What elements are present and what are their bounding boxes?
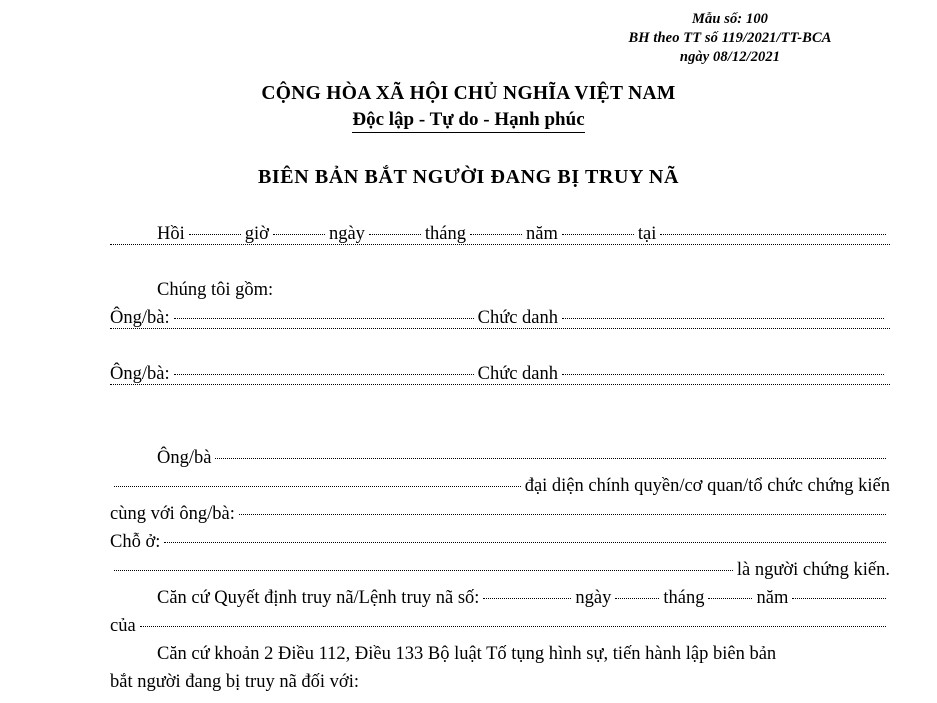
input-officer-2-continued[interactable] <box>110 384 890 385</box>
row-arrest-subject <box>110 668 890 696</box>
input-officer-2-name[interactable] <box>174 374 474 375</box>
input-warrant-month[interactable] <box>708 598 752 599</box>
label-dai-dien: đại diện chính quyền/cơ quan/tổ chức chứng kiến <box>524 476 890 496</box>
row-legal-basis <box>110 640 890 668</box>
label-bat-nguoi: bắt người đang bị truy nã đối với: <box>110 672 359 692</box>
label-warrant-ngay: ngày <box>575 588 612 608</box>
input-witness-rep-name[interactable] <box>215 458 886 459</box>
label-warrant-thang: tháng <box>663 588 705 608</box>
label-cung-voi-ong-ba: cùng với ông/bà: <box>110 504 235 524</box>
label-nam: năm <box>526 224 558 244</box>
form-circular-reference: BH theo TT số 119/2021/TT-BCA <box>628 30 832 46</box>
row-officer-2-continuation <box>110 388 890 416</box>
input-issuing-authority[interactable] <box>140 626 886 627</box>
row-accompanying-person <box>110 500 890 528</box>
row-witness-rep <box>110 444 890 472</box>
row-spacer <box>110 416 890 444</box>
label-can-cu-quyet-dinh: Căn cứ Quyết định truy nã/Lệnh truy nã số: <box>157 588 480 608</box>
label-ngay: ngày <box>328 224 365 244</box>
national-heading <box>0 82 937 133</box>
input-officer-1-name[interactable] <box>174 318 474 319</box>
page-title: BIÊN BẢN BẮT NGƯỜI ĐANG BỊ TRUY NÃ <box>257 166 679 188</box>
input-officer-2-role[interactable] <box>562 374 884 375</box>
row-issuing-authority <box>110 612 890 640</box>
label-cua: của <box>110 616 136 636</box>
label-chung-toi-gom: Chúng tôi gồm: <box>157 280 274 300</box>
form-number: Mẫu số: 100 <box>691 11 769 27</box>
input-warrant-year[interactable] <box>792 598 886 599</box>
row-officer-1-continuation <box>110 332 890 360</box>
form-issue-date: ngày 08/12/2021 <box>679 49 781 65</box>
row-warrant-reference <box>110 584 890 612</box>
row-we-include <box>110 276 890 304</box>
row-residence <box>110 528 890 556</box>
input-place-continued[interactable] <box>110 244 890 245</box>
label-tai: tại <box>637 224 657 244</box>
national-motto-text: Độc lập - Tự do - Hạnh phúc <box>352 109 584 133</box>
input-accompanying-person[interactable] <box>239 514 886 515</box>
row-place-continuation <box>110 248 890 276</box>
input-officer-1-continued[interactable] <box>110 328 890 329</box>
input-month[interactable] <box>470 234 522 235</box>
label-cho-o: Chỗ ở: <box>110 532 161 552</box>
national-motto <box>0 107 937 133</box>
label-ong-ba-1: Ông/bà: <box>110 308 170 328</box>
row-witness-rep-role <box>110 472 890 500</box>
input-place[interactable] <box>660 234 886 235</box>
input-warrant-day[interactable] <box>615 598 659 599</box>
input-hour[interactable] <box>189 234 241 235</box>
input-officer-1-role[interactable] <box>562 318 884 319</box>
row-is-witness <box>110 556 890 584</box>
label-la-nguoi-chung-kien: là người chứng kiến. <box>736 560 890 580</box>
form-body <box>110 220 890 696</box>
label-chuc-danh-1: Chức danh <box>477 308 559 328</box>
input-witness-rep-continued[interactable] <box>114 486 521 487</box>
input-warrant-number[interactable] <box>483 598 571 599</box>
label-ong-ba-2: Ông/bà: <box>110 364 170 384</box>
label-can-cu-khoan: Căn cứ khoản 2 Điều 112, Điều 133 Bộ luật Tố tụng hình sự, tiến hành lập biên bản <box>157 644 777 664</box>
input-day[interactable] <box>369 234 421 235</box>
label-ong-ba-witness: Ông/bà <box>157 448 212 468</box>
label-chuc-danh-2: Chức danh <box>477 364 559 384</box>
label-thang: tháng <box>424 224 467 244</box>
input-minute[interactable] <box>273 234 325 235</box>
label-gio: giờ <box>244 224 269 244</box>
form-code-block <box>570 10 890 67</box>
input-year[interactable] <box>562 234 634 235</box>
country-name: CỘNG HÒA XÃ HỘI CHỦ NGHĨA VIỆT NAM <box>261 83 676 104</box>
label-hoi: Hồi <box>157 224 185 244</box>
input-residence[interactable] <box>164 542 886 543</box>
label-warrant-nam: năm <box>756 588 789 608</box>
input-residence-continued[interactable] <box>114 570 733 571</box>
